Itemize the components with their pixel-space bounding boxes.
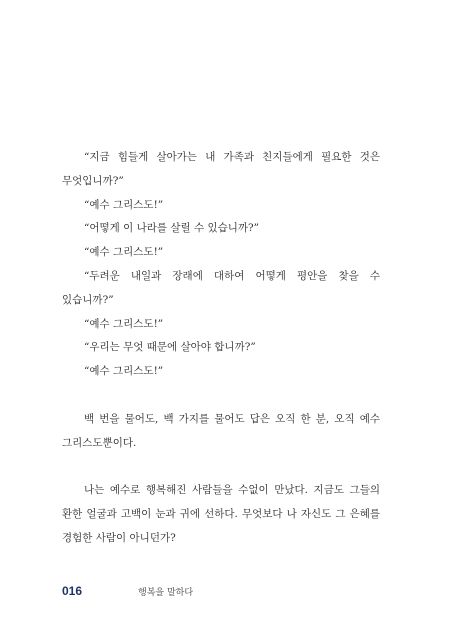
paragraph-gap [62, 455, 380, 479]
dialogue-line: “우리는 무엇 때문에 살아야 합니까?” [84, 341, 256, 354]
page-number: 016 [62, 584, 83, 598]
dialogue-line: “예수 그리스도!” [84, 317, 164, 330]
dialogue-line: “예수 그리스도!” [84, 246, 164, 259]
dialogue-line: “지금 힘들게 살아가는 내 가족과 친지들에게 필요한 것은 무엇입니까?” [62, 151, 380, 187]
paragraph-gap [62, 384, 380, 408]
dialogue-line: “두려운 내일과 장래에 대하여 어떻게 평안을 찾을 수 있습니까?” [62, 269, 380, 306]
page-footer [62, 584, 193, 598]
body-paragraph: 나는 예수로 행복해진 사람들을 수없이 만났다. 지금도 그들의 환한 얼굴과 고백이 눈과 귀에 선하다. 무엇보다 나 자신도 그 은혜를 경험한 사람이 아니던가? [62, 484, 380, 544]
running-title: 행복을 말하다 [138, 588, 194, 598]
page-body [62, 146, 380, 551]
dialogue-line: “예수 그리스도!” [84, 198, 164, 211]
dialogue-line: “어떻게 이 나라를 살릴 수 있습니까?” [84, 222, 260, 235]
dialogue-line: “예수 그리스도!” [84, 365, 164, 378]
body-paragraph: 백 번을 물어도, 백 가지를 물어도 답은 오직 한 분, 오직 예수 그리스도뿐이다. [62, 412, 380, 449]
